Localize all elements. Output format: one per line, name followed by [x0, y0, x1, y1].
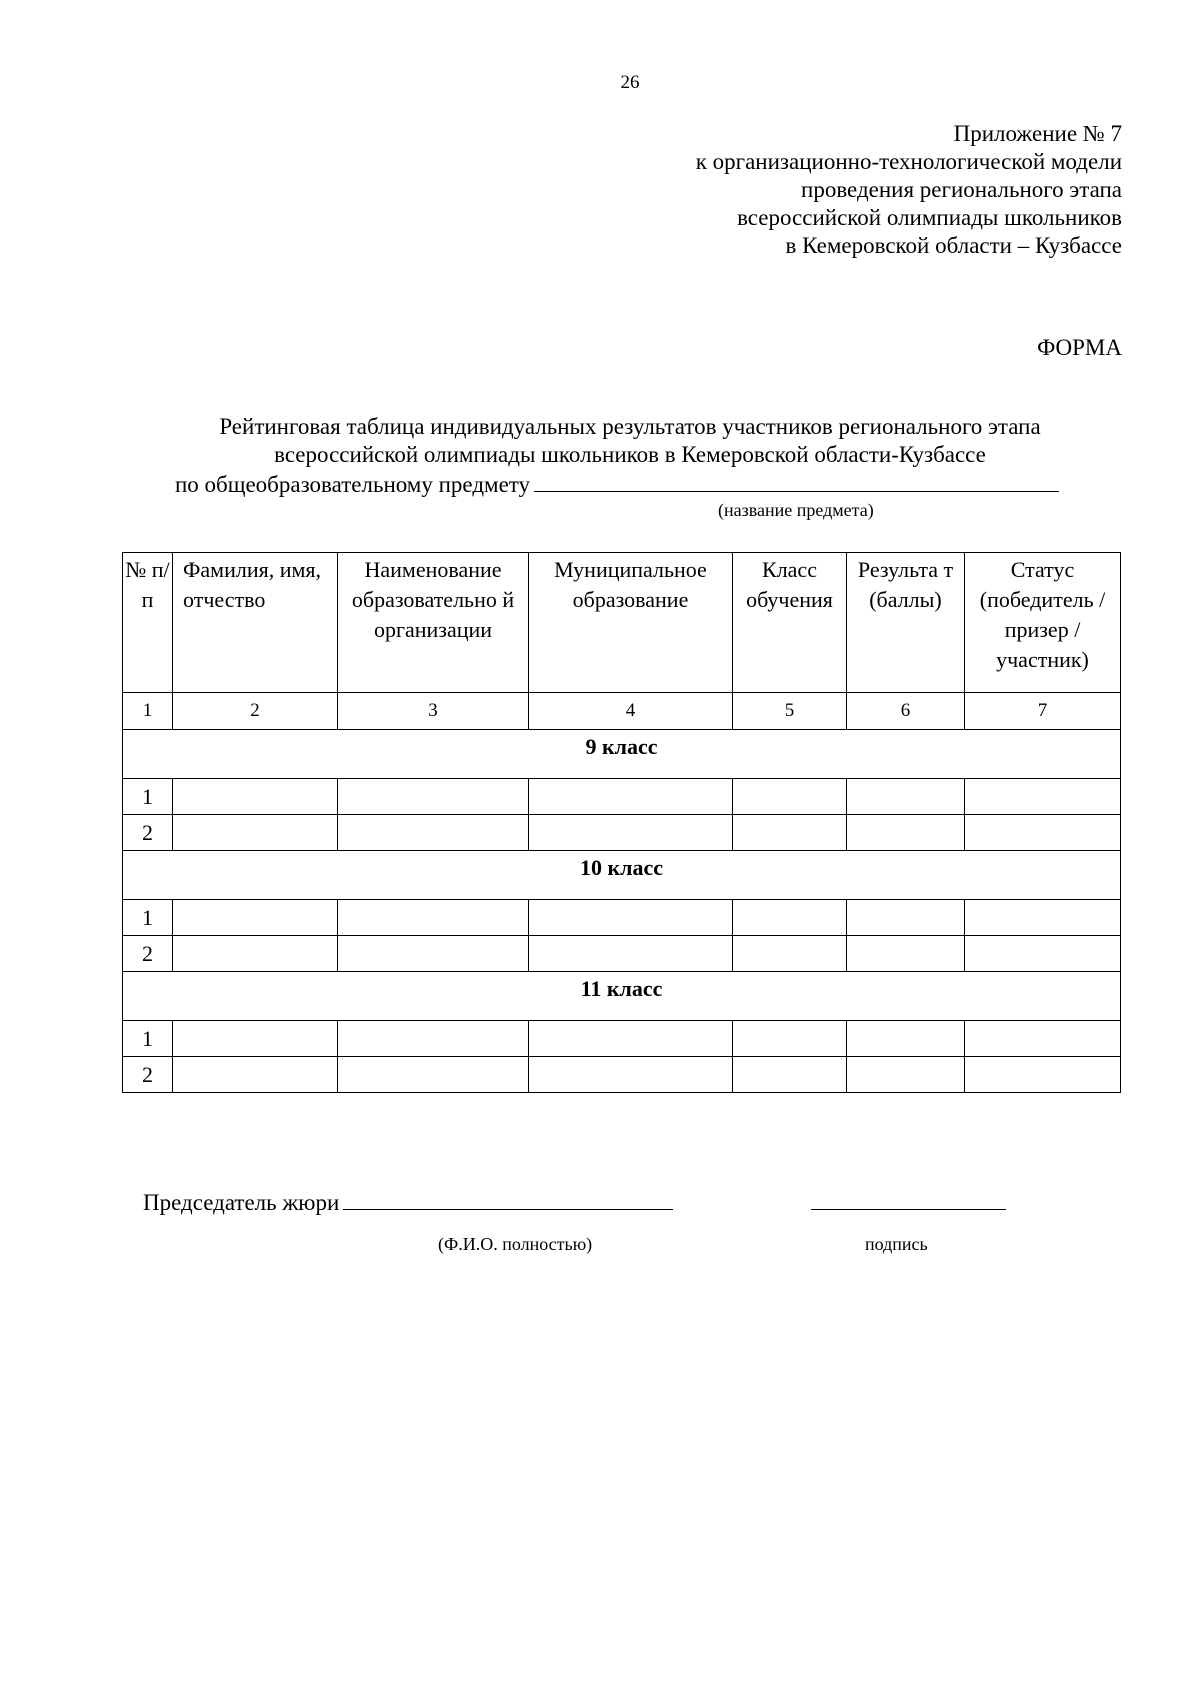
column-number: 4	[529, 693, 733, 730]
table-cell[interactable]	[173, 936, 338, 972]
grade-row	[123, 972, 1121, 1021]
document-title	[120, 413, 1140, 469]
subject-line	[175, 472, 1059, 498]
header-result: Результа т (баллы)	[847, 553, 965, 693]
appendix-line: проведения регионального этапа	[801, 177, 1122, 202]
table-cell[interactable]	[529, 779, 733, 815]
fio-blank[interactable]	[343, 1191, 673, 1210]
table-cell[interactable]	[173, 1021, 338, 1057]
table-cell[interactable]	[173, 1057, 338, 1093]
table-cell[interactable]	[847, 815, 965, 851]
row-index: 2	[123, 936, 173, 972]
header-fio: Фамилия, имя, отчество	[173, 553, 338, 693]
table-cell[interactable]	[338, 1057, 529, 1093]
table-cell[interactable]	[733, 936, 847, 972]
column-number: 5	[733, 693, 847, 730]
table-row	[123, 1021, 1121, 1057]
row-index: 2	[123, 815, 173, 851]
column-number: 1	[123, 693, 173, 730]
table-cell[interactable]	[173, 815, 338, 851]
table-cell[interactable]	[733, 815, 847, 851]
header-grade: Класс обучения	[733, 553, 847, 693]
table-cell[interactable]	[965, 936, 1121, 972]
subject-caption: (название предмета)	[718, 500, 874, 520]
header-municipality: Муниципальное образование	[529, 553, 733, 693]
subject-prefix: по общеобразовательному предмету	[175, 472, 531, 497]
signature-line	[143, 1190, 1006, 1216]
table-cell[interactable]	[847, 1057, 965, 1093]
page-number: 26	[620, 72, 640, 93]
row-index: 1	[123, 900, 173, 936]
table-cell[interactable]	[733, 779, 847, 815]
sign-caption: подпись	[865, 1234, 928, 1254]
table-cell[interactable]	[529, 936, 733, 972]
grade-title: 10 класс	[123, 851, 1121, 900]
form-label: ФОРМА	[1037, 335, 1122, 360]
sign-blank[interactable]	[811, 1191, 1006, 1210]
table-cell[interactable]	[847, 936, 965, 972]
signature-label: Председатель жюри	[143, 1190, 340, 1215]
table-cell[interactable]	[338, 900, 529, 936]
appendix-line: к организационно-технологической модели	[695, 149, 1122, 174]
grade-title: 9 класс	[123, 730, 1121, 779]
table-cell[interactable]	[965, 1021, 1121, 1057]
table-cell[interactable]	[847, 900, 965, 936]
title-line: Рейтинговая таблица индивидуальных результатов участников регионального этапа	[219, 414, 1041, 439]
appendix-block	[696, 120, 1122, 260]
appendix-line: всероссийской олимпиады школьников	[737, 205, 1122, 230]
table-cell[interactable]	[529, 900, 733, 936]
table-row	[123, 936, 1121, 972]
grade-row	[123, 851, 1121, 900]
table-cell[interactable]	[529, 1021, 733, 1057]
column-number: 7	[965, 693, 1121, 730]
table-cell[interactable]	[965, 1057, 1121, 1093]
row-index: 1	[123, 1021, 173, 1057]
table-cell[interactable]	[338, 815, 529, 851]
fio-caption: (Ф.И.О. полностью)	[438, 1234, 593, 1254]
table-row	[123, 1057, 1121, 1093]
table-row	[123, 779, 1121, 815]
table-cell[interactable]	[173, 900, 338, 936]
table-cell[interactable]	[529, 1057, 733, 1093]
column-number: 2	[173, 693, 338, 730]
table-cell[interactable]	[847, 779, 965, 815]
table-cell[interactable]	[733, 900, 847, 936]
table-cell[interactable]	[338, 779, 529, 815]
table-cell[interactable]	[965, 815, 1121, 851]
table-cell[interactable]	[965, 900, 1121, 936]
rating-table	[122, 552, 1121, 1093]
row-index: 2	[123, 1057, 173, 1093]
header-row	[123, 553, 1121, 693]
appendix-line: Приложение № 7	[953, 121, 1122, 146]
appendix-line: в Кемеровской области – Кузбассе	[785, 233, 1122, 258]
table-cell[interactable]	[173, 779, 338, 815]
table-row	[123, 815, 1121, 851]
table-cell[interactable]	[338, 936, 529, 972]
title-line: всероссийской олимпиады школьников в Кемеровской области-Кузбассе	[274, 442, 986, 467]
header-status: Статус (победитель / призер / участник)	[965, 553, 1121, 693]
header-organization: Наименование образовательно й организации	[338, 553, 529, 693]
column-number-row	[123, 693, 1121, 730]
grade-title: 11 класс	[123, 972, 1121, 1021]
header-number: № п/п	[123, 553, 173, 693]
grade-row	[123, 730, 1121, 779]
table-row	[123, 900, 1121, 936]
table-cell[interactable]	[338, 1021, 529, 1057]
table-cell[interactable]	[529, 815, 733, 851]
table-cell[interactable]	[733, 1021, 847, 1057]
subject-blank[interactable]	[534, 473, 1059, 492]
table-cell[interactable]	[733, 1057, 847, 1093]
table-cell[interactable]	[847, 1021, 965, 1057]
table-cell[interactable]	[965, 779, 1121, 815]
column-number: 3	[338, 693, 529, 730]
column-number: 6	[847, 693, 965, 730]
row-index: 1	[123, 779, 173, 815]
